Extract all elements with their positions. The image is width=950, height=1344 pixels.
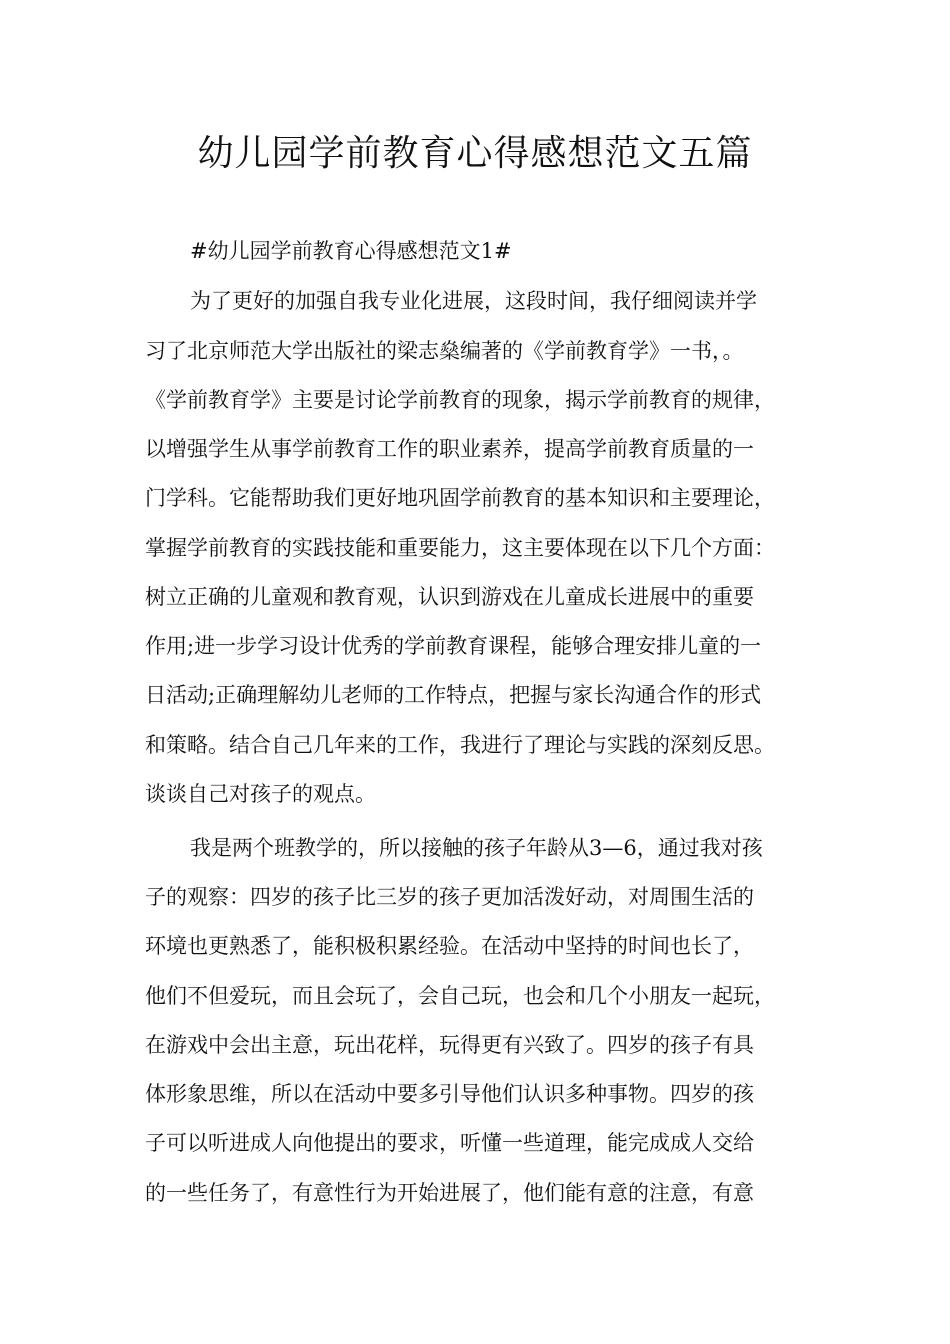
paragraph-line: 子的观察：四岁的孩子比三岁的孩子更加活泼好动，对周围生活的 (145, 885, 754, 909)
paragraph-line: 树立正确的儿童观和教育观，认识到游戏在儿童成长进展中的重要 (145, 585, 754, 609)
paragraph-line: 为了更好的加强自我专业化进展，这段时间，我仔细阅读并学 (190, 289, 757, 313)
paragraph-line: 掌握学前教育的实践技能和重要能力，这主要体现在以下几个方面： (145, 536, 775, 560)
paragraph-line: 子可以听进成人向他提出的要求，听懂一些道理，能完成成人交给 (145, 1131, 754, 1155)
paragraph-line: 门学科。它能帮助我们更好地巩固学前教育的基本知识和主要理论， (145, 486, 775, 510)
paragraph-line: 谈谈自己对孩子的观点。 (145, 782, 376, 806)
paragraph-line: 习了北京师范大学出版社的梁志燊编著的《学前教育学》一书，。 (145, 339, 744, 363)
paragraph-line: 以增强学生从事学前教育工作的职业素养，提高学前教育质量的一 (145, 437, 754, 461)
paragraph-line: 在游戏中会出主意，玩出花样，玩得更有兴致了。四岁的孩子有具 (145, 1033, 754, 1057)
paragraph-line: 体形象思维，所以在活动中要多引导他们认识多种事物。四岁的孩 (145, 1082, 754, 1106)
paragraph-line: 《学前教育学》主要是讨论学前教育的现象，揭示学前教育的规律， (145, 388, 775, 412)
paragraph-line: 和策略。结合自己几年来的工作，我进行了理论与实践的深刻反思。 (145, 733, 775, 757)
paragraph-line: 他们不但爱玩，而且会玩了，会自己玩，也会和几个小朋友一起玩， (145, 984, 775, 1008)
section-heading: #幼儿园学前教育心得感想范文1# (190, 239, 512, 263)
document-title: 幼儿园学前教育心得感想范文五篇 (197, 133, 753, 174)
paragraph-line: 日活动;正确理解幼儿老师的工作特点，把握与家长沟通合作的形式 (145, 683, 762, 707)
paragraph-line: 的一些任务了，有意性行为开始进展了，他们能有意的注意，有意 (145, 1181, 754, 1205)
paragraph-line: 作用;进一步学习设计优秀的学前教育课程，能够合理安排儿童的一 (145, 634, 762, 658)
paragraph-line: 我是两个班教学的，所以接触的孩子年龄从3—6，通过我对孩 (190, 836, 763, 860)
paragraph-line: 环境也更熟悉了，能积极积累经验。在活动中坚持的时间也长了， (145, 934, 754, 958)
